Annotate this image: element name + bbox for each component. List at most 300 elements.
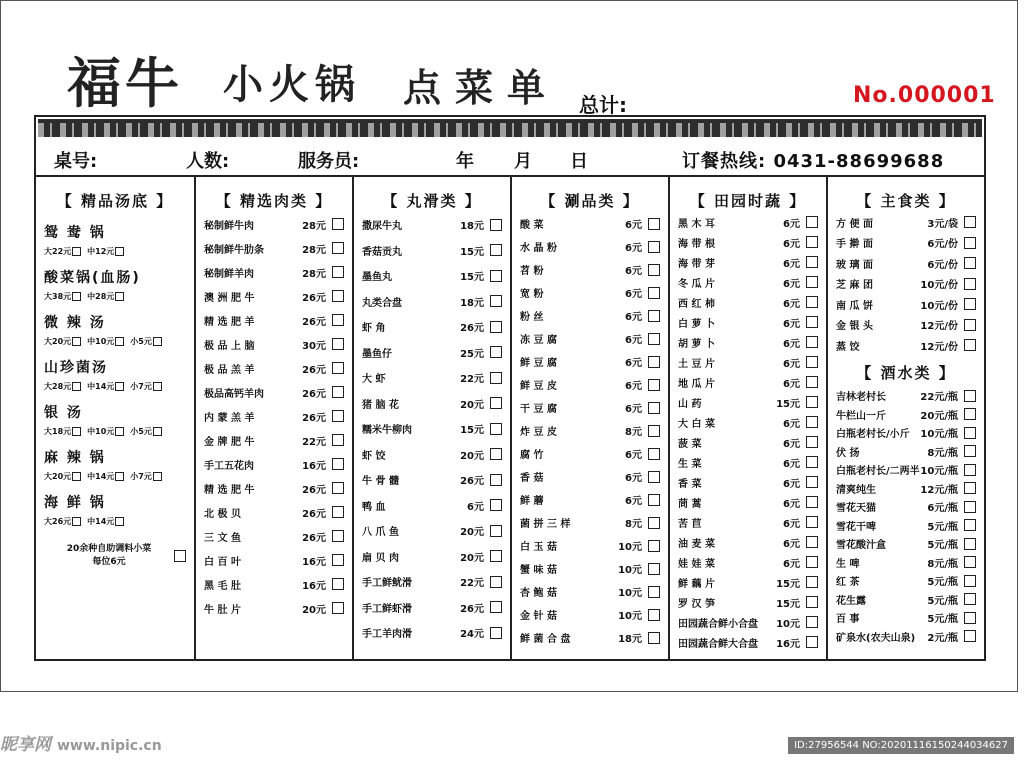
- item-checkbox[interactable]: [806, 236, 818, 248]
- item-checkbox[interactable]: [332, 602, 344, 614]
- menu-item: [520, 534, 660, 557]
- soup-option-checkbox[interactable]: [72, 382, 81, 391]
- item-price: 10元/份: [920, 300, 958, 312]
- item-checkbox[interactable]: [964, 445, 976, 457]
- item-checkbox[interactable]: [648, 264, 660, 276]
- item-checkbox[interactable]: [806, 536, 818, 548]
- menu-item: [520, 350, 660, 373]
- table-label: 桌号:: [54, 151, 98, 172]
- item-checkbox[interactable]: [964, 612, 976, 624]
- menu-item: [204, 356, 344, 380]
- item-checkbox[interactable]: [648, 241, 660, 253]
- menu-item: [204, 452, 344, 476]
- item-price: 18元: [460, 297, 484, 309]
- item-checkbox[interactable]: [964, 390, 976, 402]
- menu-item: [362, 442, 502, 468]
- item-checkbox[interactable]: [648, 356, 660, 368]
- item-price: 6元: [783, 298, 800, 310]
- menu-item: [678, 532, 818, 552]
- item-price: 6元: [783, 278, 800, 290]
- col-veg: [670, 177, 828, 659]
- item-checkbox[interactable]: [806, 256, 818, 268]
- soup-option: [87, 336, 124, 347]
- soup-option-checkbox[interactable]: [153, 427, 162, 436]
- item-checkbox[interactable]: [806, 276, 818, 288]
- item-checkbox[interactable]: [964, 482, 976, 494]
- soup-option: [44, 516, 81, 527]
- item-price: 26元: [302, 364, 326, 376]
- sauce-note-line1: 20余种自助调料小菜: [66, 544, 152, 554]
- item-price: 6元: [783, 238, 800, 250]
- item-checkbox[interactable]: [332, 434, 344, 446]
- item-checkbox[interactable]: [964, 538, 976, 550]
- menu-item: [520, 327, 660, 350]
- item-checkbox[interactable]: [332, 386, 344, 398]
- soup-option-label: 大20元: [44, 337, 72, 346]
- item-price: 15元: [460, 272, 484, 284]
- item-name: 金 针 菇: [520, 611, 557, 622]
- item-name: 撒尿牛丸: [362, 221, 402, 233]
- item-checkbox[interactable]: [648, 402, 660, 414]
- item-price: 20元: [460, 450, 484, 462]
- item-name: 雪花酸汁盒: [836, 540, 886, 552]
- menu-item: [520, 626, 660, 649]
- item-checkbox[interactable]: [332, 458, 344, 470]
- item-price: 6元: [783, 258, 800, 270]
- item-price: 26元: [302, 508, 326, 520]
- item-name: 墨鱼丸: [362, 272, 392, 284]
- item-checkbox[interactable]: [332, 242, 344, 254]
- ornament-band: [38, 119, 982, 137]
- soup-option-checkbox[interactable]: [153, 472, 162, 481]
- misc-title: 【 涮品类 】: [540, 192, 640, 210]
- item-price: 5元/瓶: [927, 521, 958, 533]
- item-checkbox[interactable]: [332, 530, 344, 542]
- soup-name: 山珍菌汤: [44, 360, 108, 376]
- item-checkbox[interactable]: [648, 563, 660, 575]
- item-checkbox[interactable]: [332, 578, 344, 590]
- menu-item: [678, 272, 818, 292]
- item-price: 15元: [776, 598, 800, 610]
- item-checkbox[interactable]: [806, 416, 818, 428]
- item-price: 10元: [618, 611, 642, 622]
- veg-title: 【 田园时蔬 】: [689, 192, 807, 210]
- item-price: 6元: [783, 378, 800, 390]
- soups-list: [36, 222, 194, 569]
- menu-item: [836, 535, 976, 554]
- item-checkbox[interactable]: [964, 630, 976, 642]
- menu-item: [678, 412, 818, 432]
- total-label: 总计:: [579, 93, 627, 117]
- item-checkbox[interactable]: [648, 425, 660, 437]
- item-checkbox[interactable]: [806, 216, 818, 228]
- item-checkbox[interactable]: [332, 362, 344, 374]
- item-name: 南 瓜 饼: [836, 300, 873, 312]
- soup-option-label: 大38元: [44, 292, 72, 301]
- item-name: 香 菜: [678, 478, 702, 490]
- item-name: 土 豆 片: [678, 358, 715, 370]
- item-checkbox[interactable]: [648, 333, 660, 345]
- item-price: 6元: [783, 318, 800, 330]
- item-name: 雪花天猫: [836, 503, 876, 515]
- item-checkbox[interactable]: [806, 576, 818, 588]
- item-name: 丸类合盘: [362, 297, 402, 309]
- item-price: 25元: [460, 348, 484, 360]
- item-name: 花生露: [836, 595, 866, 607]
- staple-title: 【 主食类 】: [856, 192, 956, 210]
- col-soups: [36, 177, 196, 659]
- item-checkbox[interactable]: [332, 506, 344, 518]
- menu-item: [520, 442, 660, 465]
- item-checkbox[interactable]: [964, 278, 976, 290]
- item-name: 白瓶老村长/二两半: [836, 466, 920, 478]
- item-checkbox[interactable]: [490, 525, 502, 537]
- item-name: 油 麦 菜: [678, 538, 715, 550]
- item-name: 酸 菜: [520, 220, 544, 231]
- soup-option: [130, 336, 162, 347]
- soup-options: [44, 471, 186, 482]
- menu-item: [204, 500, 344, 524]
- item-checkbox[interactable]: [806, 296, 818, 308]
- item-checkbox[interactable]: [490, 448, 502, 460]
- meat-list: [196, 212, 352, 620]
- item-name: 虾 角: [362, 323, 386, 335]
- menu-item: [362, 595, 502, 621]
- soup-option-checkbox[interactable]: [115, 247, 124, 256]
- menu-item: [362, 263, 502, 289]
- item-name: 极 品 上 脑: [204, 340, 255, 352]
- item-checkbox[interactable]: [964, 339, 976, 351]
- item-checkbox[interactable]: [806, 356, 818, 368]
- menu-item: [836, 572, 976, 591]
- item-checkbox[interactable]: [332, 338, 344, 350]
- item-checkbox[interactable]: [964, 593, 976, 605]
- sauce-note-checkbox[interactable]: [174, 550, 186, 562]
- soup-option-checkbox[interactable]: [153, 382, 162, 391]
- menu-item: [836, 294, 976, 315]
- item-checkbox[interactable]: [332, 266, 344, 278]
- soup-option: [44, 471, 81, 482]
- item-checkbox[interactable]: [806, 456, 818, 468]
- soup-option-checkbox[interactable]: [72, 517, 81, 526]
- soup-options: [44, 516, 186, 527]
- item-name: 内 蒙 羔 羊: [204, 412, 255, 424]
- menu-item: [836, 553, 976, 572]
- item-checkbox[interactable]: [806, 436, 818, 448]
- item-checkbox[interactable]: [964, 556, 976, 568]
- item-checkbox[interactable]: [332, 554, 344, 566]
- soup-option-checkbox[interactable]: [115, 472, 124, 481]
- item-checkbox[interactable]: [964, 298, 976, 310]
- soup-option: [130, 426, 162, 437]
- menu-item: [362, 569, 502, 595]
- item-name: 白 萝 卜: [678, 318, 715, 330]
- item-checkbox[interactable]: [964, 427, 976, 439]
- item-checkbox[interactable]: [964, 408, 976, 420]
- item-checkbox[interactable]: [648, 471, 660, 483]
- item-checkbox[interactable]: [490, 499, 502, 511]
- item-checkbox[interactable]: [648, 287, 660, 299]
- soup-option-checkbox[interactable]: [72, 337, 81, 346]
- item-checkbox[interactable]: [648, 218, 660, 230]
- item-checkbox[interactable]: [964, 319, 976, 331]
- menu-item: [520, 373, 660, 396]
- menu-columns: [34, 175, 986, 661]
- item-checkbox[interactable]: [490, 550, 502, 562]
- soup-option-checkbox[interactable]: [115, 292, 124, 301]
- item-checkbox[interactable]: [490, 219, 502, 231]
- item-price: 18元: [460, 221, 484, 233]
- item-name: 矿泉水(农夫山泉): [836, 632, 916, 644]
- item-name: 极品高钙羊肉: [204, 388, 264, 400]
- soup-option-label: 中28元: [87, 292, 115, 301]
- menu-item: [836, 609, 976, 628]
- item-name: 百 事: [836, 614, 860, 626]
- item-name: 腐 竹: [520, 450, 544, 461]
- item-price: 6元/瓶: [927, 503, 958, 515]
- item-price: 10元/瓶: [920, 429, 958, 441]
- item-checkbox[interactable]: [332, 290, 344, 302]
- menu-item: [836, 516, 976, 535]
- item-checkbox[interactable]: [648, 448, 660, 460]
- menu-item: [836, 315, 976, 336]
- item-name: 香菇贡丸: [362, 246, 402, 258]
- menu-item: [678, 472, 818, 492]
- item-name: 手工鲜鱿滑: [362, 578, 412, 590]
- item-name: 大 白 菜: [678, 418, 715, 430]
- soup-option-checkbox[interactable]: [115, 337, 124, 346]
- item-checkbox[interactable]: [964, 216, 976, 228]
- item-checkbox[interactable]: [964, 501, 976, 513]
- watermark-id: ID:27956544 NO:20201116150244034627: [788, 737, 1014, 754]
- menu-item: [204, 284, 344, 308]
- item-name: 手工羊肉滑: [362, 629, 412, 641]
- item-price: 18元: [618, 634, 642, 645]
- item-name: 蒸 饺: [836, 341, 860, 353]
- item-price: 6元: [783, 478, 800, 490]
- item-checkbox[interactable]: [964, 464, 976, 476]
- item-checkbox[interactable]: [806, 316, 818, 328]
- item-name: 清爽纯生: [836, 484, 876, 496]
- item-name: 猪 脑 花: [362, 399, 399, 411]
- item-checkbox[interactable]: [490, 321, 502, 333]
- menu-item: [678, 252, 818, 272]
- menu-item: [204, 380, 344, 404]
- item-price: 6元: [625, 404, 642, 415]
- item-checkbox[interactable]: [490, 423, 502, 435]
- item-name: 白 百 叶: [204, 556, 241, 568]
- item-checkbox[interactable]: [964, 519, 976, 531]
- item-checkbox[interactable]: [332, 482, 344, 494]
- soup-option-checkbox[interactable]: [153, 337, 162, 346]
- item-checkbox[interactable]: [490, 576, 502, 588]
- menu-item: [520, 281, 660, 304]
- item-price: 10元/瓶: [920, 466, 958, 478]
- item-price: 5元/瓶: [927, 614, 958, 626]
- item-name: 菠 菜: [678, 438, 702, 450]
- item-name: 冬 瓜 片: [678, 278, 715, 290]
- menu-item: [204, 308, 344, 332]
- menu-item: [836, 253, 976, 274]
- item-checkbox[interactable]: [490, 601, 502, 613]
- item-name: 娃 娃 菜: [678, 558, 715, 570]
- item-name: 干 豆 腐: [520, 404, 557, 415]
- item-price: 16元: [302, 556, 326, 568]
- item-checkbox[interactable]: [648, 310, 660, 322]
- soup-option-label: 小7元: [130, 382, 152, 391]
- soup-option-label: 小5元: [130, 337, 152, 346]
- item-checkbox[interactable]: [332, 410, 344, 422]
- item-checkbox[interactable]: [806, 556, 818, 568]
- waiter-label: 服务员:: [298, 151, 360, 172]
- item-price: 6元: [783, 438, 800, 450]
- item-price: 10元: [776, 618, 800, 630]
- item-checkbox[interactable]: [648, 517, 660, 529]
- meat-title: 【 精选肉类 】: [215, 192, 333, 210]
- drinks-title: 【 酒水类 】: [856, 363, 956, 382]
- menu-item: [678, 452, 818, 472]
- soup-name: 银 汤: [44, 405, 83, 421]
- item-name: 手 擀 面: [836, 239, 873, 251]
- item-checkbox[interactable]: [490, 244, 502, 256]
- item-checkbox[interactable]: [332, 218, 344, 230]
- item-checkbox[interactable]: [490, 372, 502, 384]
- menu-item: [836, 233, 976, 254]
- item-checkbox[interactable]: [806, 476, 818, 488]
- soup-option-checkbox[interactable]: [115, 517, 124, 526]
- item-checkbox[interactable]: [332, 314, 344, 326]
- menu-item: [678, 552, 818, 572]
- item-checkbox[interactable]: [964, 575, 976, 587]
- item-price: 6元: [625, 473, 642, 484]
- order-number: No.000001: [853, 83, 996, 108]
- menu-item: [520, 304, 660, 327]
- item-name: 精 选 肥 羊: [204, 316, 255, 328]
- menu-item: [362, 238, 502, 264]
- item-price: 15元: [776, 398, 800, 410]
- soup-option: [44, 291, 81, 302]
- menu-item: [678, 612, 818, 632]
- item-checkbox[interactable]: [806, 376, 818, 388]
- people-label: 人数:: [186, 151, 230, 172]
- soup-option: [87, 516, 124, 527]
- item-checkbox[interactable]: [648, 540, 660, 552]
- soup-name: 海 鲜 锅: [44, 495, 106, 511]
- menu-item: [836, 442, 976, 461]
- soup-option: [44, 381, 81, 392]
- item-price: 6元: [625, 243, 642, 254]
- soup-options: [44, 291, 186, 302]
- menu-item: [678, 572, 818, 592]
- item-checkbox[interactable]: [806, 636, 818, 648]
- menu-item: [204, 260, 344, 284]
- balls-list: [354, 212, 510, 646]
- soup-option-checkbox[interactable]: [72, 247, 81, 256]
- item-checkbox[interactable]: [806, 396, 818, 408]
- item-price: 26元: [460, 603, 484, 615]
- item-price: 26元: [302, 412, 326, 424]
- item-name: 罗 汉 笋: [678, 598, 715, 610]
- item-checkbox[interactable]: [806, 336, 818, 348]
- menu-item: [836, 461, 976, 480]
- item-price: 10元: [618, 565, 642, 576]
- soup-option-checkbox[interactable]: [72, 292, 81, 301]
- soup-option: [44, 336, 81, 347]
- item-checkbox[interactable]: [648, 494, 660, 506]
- soup-option-checkbox[interactable]: [115, 382, 124, 391]
- item-price: 5元/瓶: [927, 595, 958, 607]
- misc-list: [512, 212, 668, 649]
- item-name: 田园蔬合鲜大合盘: [678, 638, 758, 650]
- item-checkbox[interactable]: [964, 257, 976, 269]
- item-checkbox[interactable]: [490, 474, 502, 486]
- soup-name: 麻 辣 锅: [44, 450, 106, 466]
- item-name: 地 瓜 片: [678, 378, 715, 390]
- item-price: 6元: [625, 266, 642, 277]
- item-name: 牛 骨 髓: [362, 476, 399, 488]
- item-name: 手工鲜虾滑: [362, 603, 412, 615]
- item-checkbox[interactable]: [648, 586, 660, 598]
- menu-item: [204, 236, 344, 260]
- item-price: 16元: [302, 580, 326, 592]
- day-label: 日: [570, 151, 588, 172]
- menu-item: [204, 428, 344, 452]
- item-name: 生 啤: [836, 558, 860, 570]
- item-checkbox[interactable]: [648, 379, 660, 391]
- item-checkbox[interactable]: [806, 516, 818, 528]
- soup-option-checkbox[interactable]: [72, 427, 81, 436]
- menu-item: [520, 212, 660, 235]
- item-name: 牛栏山一斤: [836, 410, 886, 422]
- menu-item: [204, 332, 344, 356]
- item-name: 白 玉 菇: [520, 542, 557, 553]
- soup-option: [87, 246, 124, 257]
- item-checkbox[interactable]: [806, 616, 818, 628]
- item-checkbox[interactable]: [806, 496, 818, 508]
- item-name: 秘制鲜牛肉: [204, 220, 254, 232]
- item-price: 20元: [460, 399, 484, 411]
- item-price: 5元/瓶: [927, 540, 958, 552]
- hotline: 订餐热线: 0431-88699688: [682, 151, 945, 172]
- soup-option-label: 中14元: [87, 472, 115, 481]
- soup-option: [130, 471, 162, 482]
- item-checkbox[interactable]: [806, 596, 818, 608]
- soup-option-checkbox[interactable]: [72, 472, 81, 481]
- item-checkbox[interactable]: [964, 237, 976, 249]
- item-checkbox[interactable]: [648, 609, 660, 621]
- item-checkbox[interactable]: [490, 627, 502, 639]
- item-price: 6元: [783, 418, 800, 430]
- item-checkbox[interactable]: [490, 295, 502, 307]
- soup-option-checkbox[interactable]: [115, 427, 124, 436]
- item-checkbox[interactable]: [490, 346, 502, 358]
- item-price: 16元: [776, 638, 800, 650]
- item-price: 6元: [625, 450, 642, 461]
- menu-item: [362, 340, 502, 366]
- item-price: 22元: [460, 578, 484, 590]
- soup-option: [87, 426, 124, 437]
- item-checkbox[interactable]: [648, 632, 660, 644]
- item-name: 秘制鲜牛肋条: [204, 244, 264, 256]
- item-checkbox[interactable]: [490, 270, 502, 282]
- item-name: 菌 拼 三 样: [520, 519, 571, 530]
- soup-option: [87, 471, 124, 482]
- soup-option-label: 中12元: [87, 247, 115, 256]
- menu-item: [362, 416, 502, 442]
- item-name: 金 牌 肥 牛: [204, 436, 255, 448]
- item-checkbox[interactable]: [490, 397, 502, 409]
- menu-item: [362, 518, 502, 544]
